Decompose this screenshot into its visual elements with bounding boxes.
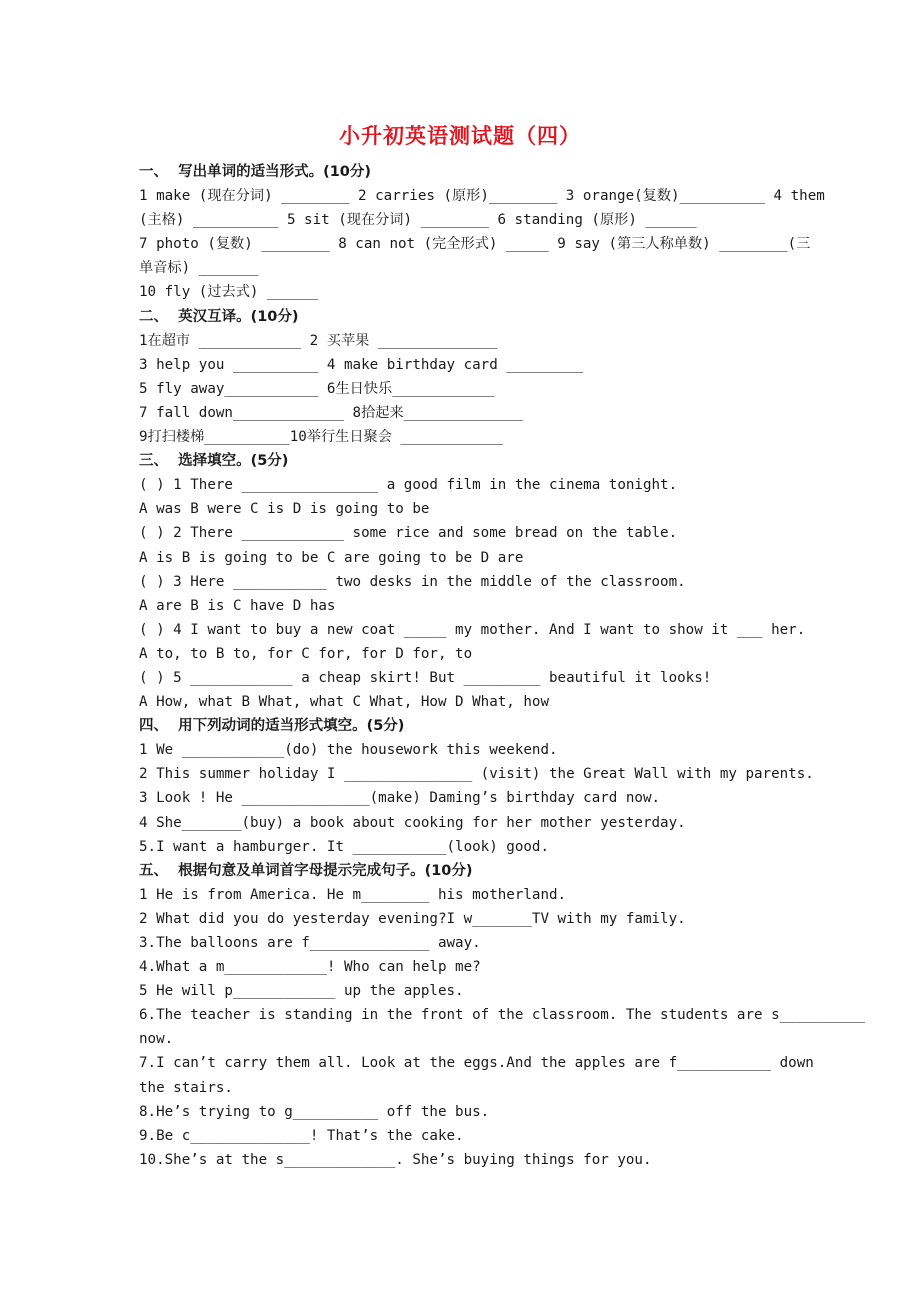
question-line: (主格) __________ 5 sit (现在分词) ________ 6 standing (原形) ______	[139, 212, 697, 229]
question-line: 6.The teacher is standing in the front of the classroom. The students are s__________	[139, 1007, 866, 1024]
question-line: ( ) 4 I want to buy a new coat _____ my mother. And I want to show it ___ her.	[139, 621, 806, 638]
question-line: 5 He will p____________ up the apples.	[139, 983, 464, 1000]
question-line: 7 fall down_____________ 8拾起来______________	[139, 404, 524, 421]
section-heading: 二、 英汉互译。(10分)	[139, 308, 299, 325]
question-line: ( ) 2 There ____________ some rice and some bread on the table.	[139, 525, 678, 542]
question-line: 10 fly (过去式) ______	[139, 284, 319, 301]
question-line: 9.Be c______________! That’s the cake.	[139, 1127, 464, 1144]
section-heading: 四、 用下列动词的适当形式填空。(5分)	[139, 718, 405, 735]
section-heading: 五、 根据句意及单词首字母提示完成句子。(10分)	[139, 862, 473, 879]
question-line: 1 He is from America. He m________ his motherland.	[139, 886, 567, 903]
question-line: 9打扫楼梯__________10举行生日聚会 ____________	[139, 429, 503, 446]
question-line: ( ) 1 There ________________ a good film in the cinema tonight.	[139, 477, 678, 494]
question-line: A How, what B What, what C What, How D What, how	[139, 694, 549, 711]
question-line: the stairs.	[139, 1079, 233, 1096]
question-line: 3.The balloons are f______________ away.	[139, 935, 481, 951]
question-line: ( ) 3 Here ___________ two desks in the middle of the classroom.	[139, 573, 686, 590]
question-line: 4.What a m____________! Who can help me?	[139, 959, 481, 976]
question-line: A to, to B to, for C for, for D for, to	[139, 645, 473, 662]
question-line: A are B is C have D has	[139, 597, 336, 614]
section-heading: 三、 选择填空。(5分)	[139, 453, 289, 470]
question-line: 7.I can’t carry them all. Look at the eggs.And the apples are f___________ down	[139, 1055, 814, 1072]
question-line: ( ) 5 ____________ a cheap skirt! But _________ beautiful it looks!	[139, 669, 712, 686]
question-line: A is B is going to be C are going to be D are	[139, 549, 524, 566]
question-line: now.	[139, 1031, 174, 1048]
question-line: 8.He’s trying to g__________ off the bus.	[139, 1103, 490, 1120]
question-line: 7 photo (复数) ________ 8 can not (完全形式) _____ 9 say (第三人称单数) ________(三	[139, 236, 811, 253]
question-line: 3 help you __________ 4 make birthday card _________	[139, 356, 584, 373]
section-heading: 一、 写出单词的适当形式。(10分)	[139, 164, 372, 180]
page-title: 小升初英语测试题（四）	[339, 123, 581, 148]
question-line: 2 What did you do yesterday evening?I w_______TV with my family.	[139, 910, 686, 927]
question-line: 单音标) _______	[139, 260, 259, 277]
question-line: 1在超市 ____________ 2 买苹果 ______________	[139, 332, 498, 349]
question-line: 1 We ____________(do) the housework this weekend.	[139, 742, 558, 759]
question-line: 4 She_______(buy) a book about cooking for her mother yesterday.	[139, 814, 686, 831]
question-line: 3 Look ! He _______________(make) Daming’s birthday card now.	[139, 790, 661, 807]
question-line: 1 make (现在分词) ________ 2 carries (原形)________ 3 orange(复数)__________ 4 them	[139, 188, 825, 205]
question-line: 2 This summer holiday I _______________ (visit) the Great Wall with my parents.	[139, 766, 814, 783]
question-line: 5 fly away___________ 6生日快乐____________	[139, 380, 495, 397]
exam-content	[139, 160, 866, 1172]
question-line: 10.She’s at the s_____________. She’s buying things for you.	[139, 1151, 652, 1168]
question-line: 5.I want a hamburger. It ___________(look) good.	[139, 838, 549, 855]
question-line: A was B were C is D is going to be	[139, 501, 430, 518]
